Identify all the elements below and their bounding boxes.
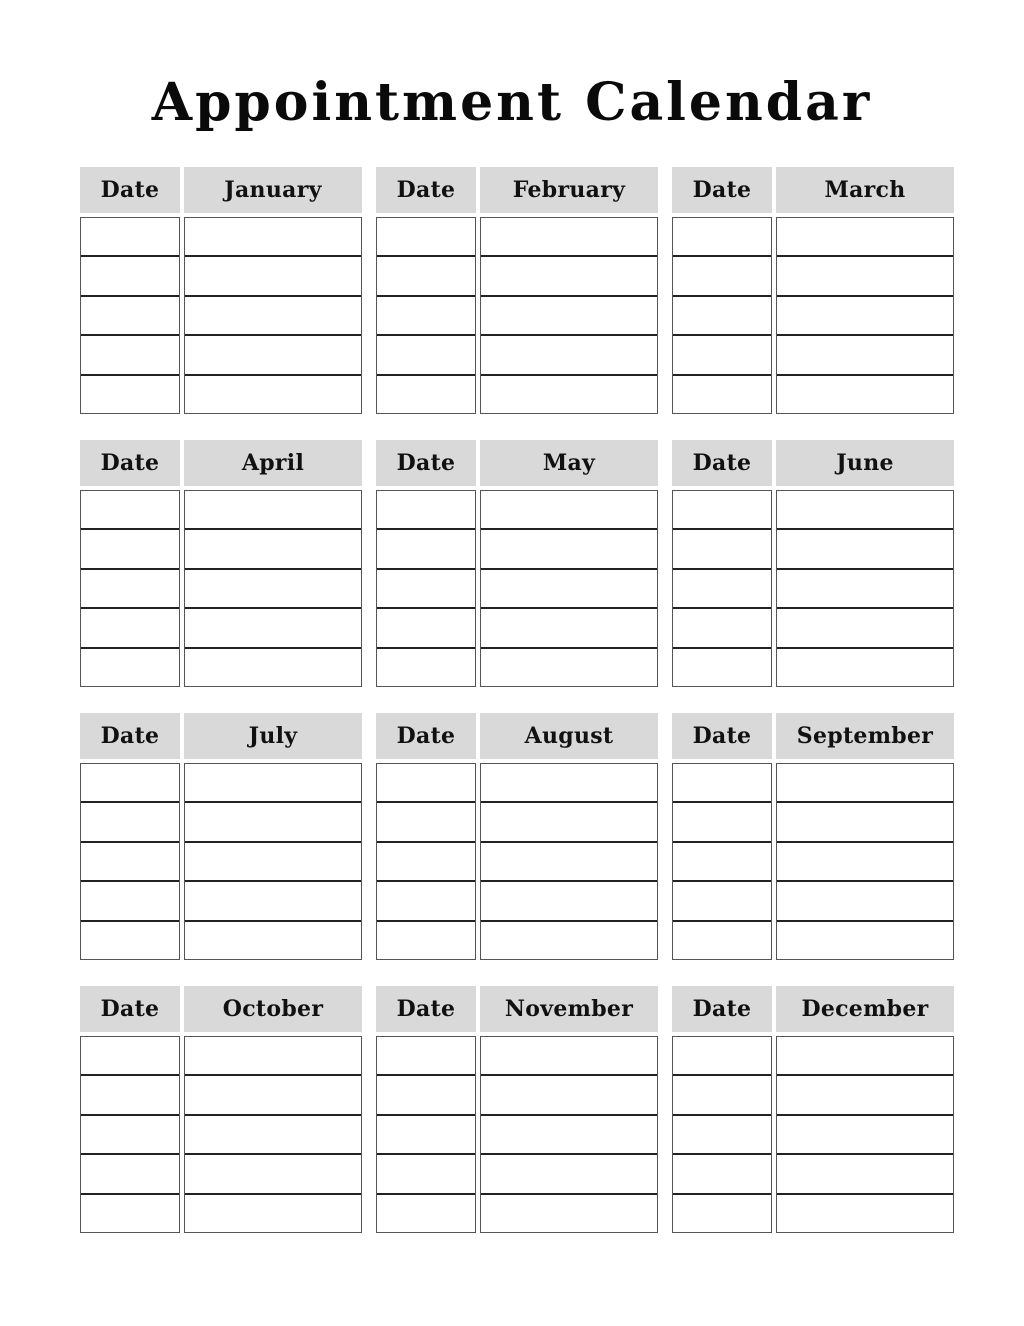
appointment-entry-cell[interactable] <box>481 1037 657 1076</box>
date-entry-cell[interactable] <box>377 1037 475 1076</box>
page-title: Appointment Calendar <box>151 72 873 133</box>
date-entry-cell[interactable] <box>81 922 179 961</box>
month-block-january <box>80 167 362 417</box>
month-block-april <box>80 440 362 690</box>
appointment-entry-cell[interactable] <box>777 803 953 842</box>
appointment-entry-cell[interactable] <box>777 1037 953 1076</box>
date-entry-cell[interactable] <box>81 218 179 257</box>
appointment-entry-cell[interactable] <box>481 297 657 336</box>
date-entry-cell[interactable] <box>81 649 179 688</box>
month-column-header: December <box>776 986 954 1032</box>
appointment-entry-cell[interactable] <box>777 336 953 375</box>
appointment-column <box>480 1036 658 1233</box>
appointment-entry-cell[interactable] <box>481 882 657 921</box>
date-entry-cell[interactable] <box>377 530 475 569</box>
month-block-october <box>80 986 362 1236</box>
appointment-column <box>184 1036 362 1233</box>
appointment-entry-cell[interactable] <box>481 570 657 609</box>
date-entry-cell[interactable] <box>81 609 179 648</box>
date-column <box>376 1036 476 1233</box>
appointment-entry-cell[interactable] <box>481 843 657 882</box>
appointment-entry-cell[interactable] <box>185 1195 361 1234</box>
appointment-entry-cell[interactable] <box>481 1195 657 1234</box>
date-entry-cell[interactable] <box>377 843 475 882</box>
date-entry-cell[interactable] <box>81 843 179 882</box>
appointment-entry-cell[interactable] <box>185 843 361 882</box>
appointment-entry-cell[interactable] <box>185 218 361 257</box>
date-entry-cell[interactable] <box>377 609 475 648</box>
date-column <box>672 490 772 687</box>
date-entry-cell[interactable] <box>377 218 475 257</box>
appointment-entry-cell[interactable] <box>481 376 657 415</box>
appointment-column <box>480 763 658 960</box>
date-entry-cell[interactable] <box>81 1037 179 1076</box>
appointment-entry-cell[interactable] <box>777 649 953 688</box>
appointment-column <box>480 490 658 687</box>
appointment-entry-cell[interactable] <box>777 843 953 882</box>
appointment-entry-cell[interactable] <box>185 922 361 961</box>
appointment-column <box>184 490 362 687</box>
date-column-header: Date <box>376 167 476 213</box>
appointment-column <box>776 763 954 960</box>
month-block-march <box>672 167 954 417</box>
appointment-column <box>480 217 658 414</box>
appointment-entry-cell[interactable] <box>481 257 657 296</box>
appointment-entry-cell[interactable] <box>777 376 953 415</box>
appointment-entry-cell[interactable] <box>777 609 953 648</box>
appointment-entry-cell[interactable] <box>481 764 657 803</box>
appointment-entry-cell[interactable] <box>185 491 361 530</box>
appointment-entry-cell[interactable] <box>185 803 361 842</box>
appointment-entry-cell[interactable] <box>481 1116 657 1155</box>
date-entry-cell[interactable] <box>673 336 771 375</box>
date-column-header: Date <box>672 440 772 486</box>
date-entry-cell[interactable] <box>81 570 179 609</box>
appointment-entry-cell[interactable] <box>185 530 361 569</box>
appointment-entry-cell[interactable] <box>777 922 953 961</box>
month-block-february <box>376 167 658 417</box>
date-entry-cell[interactable] <box>673 491 771 530</box>
date-entry-cell[interactable] <box>81 1076 179 1115</box>
appointment-entry-cell[interactable] <box>481 609 657 648</box>
month-column-header: January <box>184 167 362 213</box>
appointment-entry-cell[interactable] <box>777 491 953 530</box>
appointment-entry-cell[interactable] <box>481 649 657 688</box>
appointment-entry-cell[interactable] <box>185 609 361 648</box>
date-entry-cell[interactable] <box>673 1155 771 1194</box>
appointment-entry-cell[interactable] <box>185 257 361 296</box>
appointment-entry-cell[interactable] <box>481 922 657 961</box>
date-entry-cell[interactable] <box>81 257 179 296</box>
date-column <box>672 1036 772 1233</box>
month-column-header: March <box>776 167 954 213</box>
date-entry-cell[interactable] <box>81 803 179 842</box>
date-entry-cell[interactable] <box>673 1195 771 1234</box>
date-entry-cell[interactable] <box>377 1195 475 1234</box>
date-entry-cell[interactable] <box>377 570 475 609</box>
date-entry-cell[interactable] <box>377 882 475 921</box>
date-entry-cell[interactable] <box>673 803 771 842</box>
appointment-entry-cell[interactable] <box>185 1116 361 1155</box>
appointment-entry-cell[interactable] <box>777 257 953 296</box>
date-entry-cell[interactable] <box>81 1155 179 1194</box>
date-entry-cell[interactable] <box>673 530 771 569</box>
appointment-entry-cell[interactable] <box>777 1116 953 1155</box>
date-entry-cell[interactable] <box>81 1195 179 1234</box>
date-column <box>672 217 772 414</box>
date-entry-cell[interactable] <box>377 257 475 296</box>
date-column-header: Date <box>672 986 772 1032</box>
appointment-entry-cell[interactable] <box>185 297 361 336</box>
appointment-entry-cell[interactable] <box>777 1195 953 1234</box>
appointment-entry-cell[interactable] <box>185 336 361 375</box>
appointment-entry-cell[interactable] <box>481 218 657 257</box>
month-block-december <box>672 986 954 1236</box>
month-column-header: November <box>480 986 658 1032</box>
date-entry-cell[interactable] <box>673 257 771 296</box>
appointment-entry-cell[interactable] <box>481 1076 657 1115</box>
date-column <box>80 217 180 414</box>
date-entry-cell[interactable] <box>377 803 475 842</box>
appointment-entry-cell[interactable] <box>777 882 953 921</box>
date-column <box>376 490 476 687</box>
date-entry-cell[interactable] <box>673 609 771 648</box>
date-entry-cell[interactable] <box>377 376 475 415</box>
date-entry-cell[interactable] <box>377 1076 475 1115</box>
appointment-entry-cell[interactable] <box>481 491 657 530</box>
appointment-entry-cell[interactable] <box>481 336 657 375</box>
date-entry-cell[interactable] <box>673 843 771 882</box>
date-entry-cell[interactable] <box>81 491 179 530</box>
appointment-entry-cell[interactable] <box>777 1076 953 1115</box>
date-column <box>80 763 180 960</box>
date-entry-cell[interactable] <box>377 1155 475 1194</box>
month-column-header: May <box>480 440 658 486</box>
date-entry-cell[interactable] <box>377 297 475 336</box>
date-column-header: Date <box>80 167 180 213</box>
appointment-column <box>776 1036 954 1233</box>
appointment-entry-cell[interactable] <box>777 570 953 609</box>
date-entry-cell[interactable] <box>673 376 771 415</box>
appointment-entry-cell[interactable] <box>185 649 361 688</box>
appointment-entry-cell[interactable] <box>185 1155 361 1194</box>
date-column-header: Date <box>376 440 476 486</box>
date-column-header: Date <box>376 986 476 1032</box>
date-entry-cell[interactable] <box>81 336 179 375</box>
date-entry-cell[interactable] <box>673 218 771 257</box>
appointment-entry-cell[interactable] <box>777 218 953 257</box>
date-entry-cell[interactable] <box>377 1116 475 1155</box>
date-column <box>376 763 476 960</box>
date-entry-cell[interactable] <box>377 491 475 530</box>
date-entry-cell[interactable] <box>673 297 771 336</box>
month-block-may <box>376 440 658 690</box>
appointment-entry-cell[interactable] <box>777 530 953 569</box>
month-column-header: April <box>184 440 362 486</box>
date-entry-cell[interactable] <box>377 764 475 803</box>
date-column <box>80 1036 180 1233</box>
appointment-entry-cell[interactable] <box>185 376 361 415</box>
appointment-entry-cell[interactable] <box>481 530 657 569</box>
month-column-header: June <box>776 440 954 486</box>
appointment-entry-cell[interactable] <box>481 1155 657 1194</box>
appointment-column <box>184 763 362 960</box>
appointment-entry-cell[interactable] <box>185 764 361 803</box>
appointment-entry-cell[interactable] <box>185 1037 361 1076</box>
date-entry-cell[interactable] <box>673 882 771 921</box>
appointment-column <box>776 490 954 687</box>
date-entry-cell[interactable] <box>673 649 771 688</box>
date-entry-cell[interactable] <box>81 764 179 803</box>
appointment-entry-cell[interactable] <box>185 1076 361 1115</box>
date-entry-cell[interactable] <box>81 530 179 569</box>
month-column-header: October <box>184 986 362 1032</box>
date-column <box>376 217 476 414</box>
appointment-entry-cell[interactable] <box>777 297 953 336</box>
date-column-header: Date <box>376 713 476 759</box>
date-column <box>80 490 180 687</box>
appointment-column <box>776 217 954 414</box>
appointment-column <box>184 217 362 414</box>
date-entry-cell[interactable] <box>673 922 771 961</box>
month-column-header: July <box>184 713 362 759</box>
date-entry-cell[interactable] <box>377 336 475 375</box>
appointment-entry-cell[interactable] <box>185 882 361 921</box>
month-block-august <box>376 713 658 963</box>
date-column-header: Date <box>672 713 772 759</box>
month-column-header: August <box>480 713 658 759</box>
month-block-september <box>672 713 954 963</box>
date-entry-cell[interactable] <box>377 922 475 961</box>
date-entry-cell[interactable] <box>81 882 179 921</box>
date-column-header: Date <box>80 713 180 759</box>
month-column-header: February <box>480 167 658 213</box>
appointment-entry-cell[interactable] <box>777 764 953 803</box>
date-entry-cell[interactable] <box>377 649 475 688</box>
month-block-july <box>80 713 362 963</box>
appointment-entry-cell[interactable] <box>185 570 361 609</box>
date-entry-cell[interactable] <box>81 297 179 336</box>
month-block-june <box>672 440 954 690</box>
date-column-header: Date <box>672 167 772 213</box>
date-entry-cell[interactable] <box>81 376 179 415</box>
month-column-header: September <box>776 713 954 759</box>
date-entry-cell[interactable] <box>81 1116 179 1155</box>
date-entry-cell[interactable] <box>673 764 771 803</box>
date-entry-cell[interactable] <box>673 1116 771 1155</box>
date-entry-cell[interactable] <box>673 1076 771 1115</box>
month-block-november <box>376 986 658 1236</box>
date-entry-cell[interactable] <box>673 570 771 609</box>
appointment-entry-cell[interactable] <box>777 1155 953 1194</box>
date-column <box>672 763 772 960</box>
date-entry-cell[interactable] <box>673 1037 771 1076</box>
date-column-header: Date <box>80 986 180 1032</box>
date-column-header: Date <box>80 440 180 486</box>
appointment-entry-cell[interactable] <box>481 803 657 842</box>
